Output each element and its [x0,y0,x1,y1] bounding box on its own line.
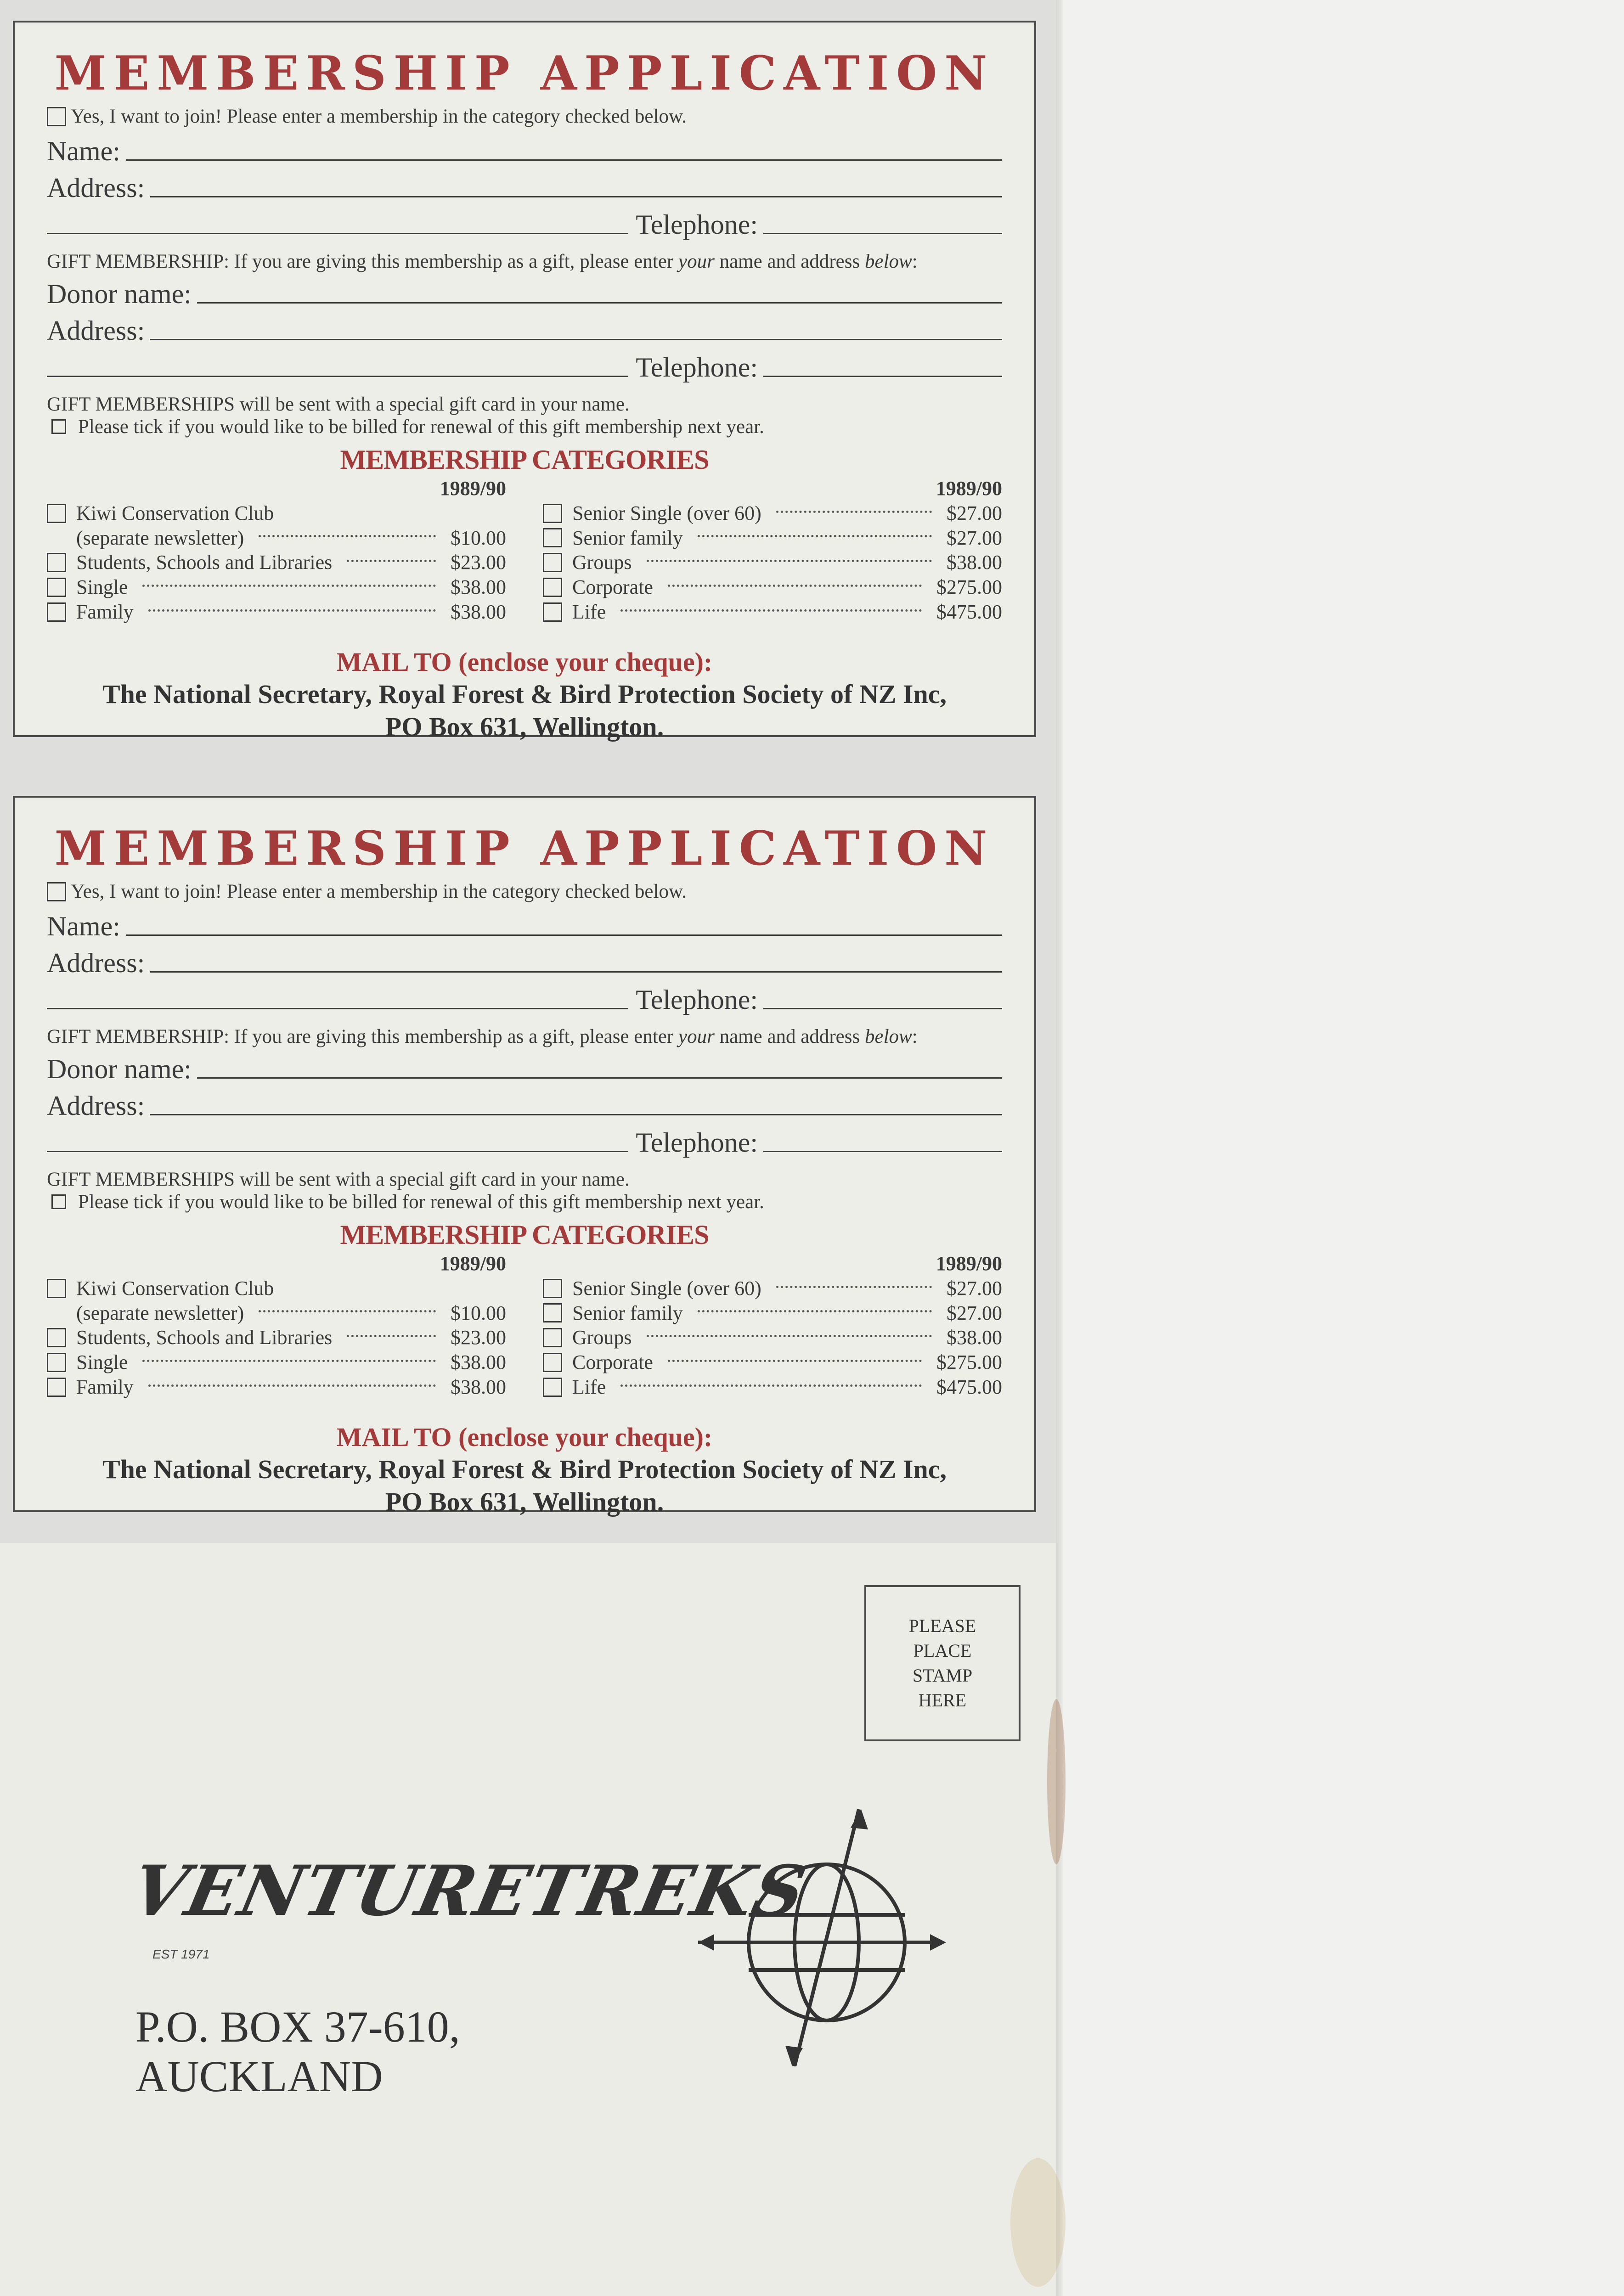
leader-dots [142,1357,436,1362]
address-row [47,942,1002,979]
renewal-checkbox[interactable] [51,1194,66,1209]
gift-membership-note [47,251,1002,273]
category-item-sub [47,1301,506,1326]
categories-title: MEMBERSHIP CATEGORIES [340,1220,709,1250]
gift-text-part: GIFT MEMBERSHIP: If you are giving this membership as a gift, please enter [47,251,678,273]
renewal-row [47,1191,1002,1213]
gift-text-emphasis: below [865,1026,912,1048]
categories-left-column [47,1252,506,1399]
mail-address-line-1: The National Secretary, Royal Forest & Bird Protection Society of NZ Inc, [102,1454,947,1484]
telephone-field[interactable] [763,989,1002,1009]
donor-address-label: Address: [47,315,145,346]
donor-name-row [47,273,1002,310]
category-name: Senior Single (over 60) [572,501,761,524]
leader-dots [620,607,922,612]
category-item [543,1350,1002,1375]
leader-dots [647,557,932,562]
category-checkbox[interactable] [543,602,562,622]
year-label: 1989/90 [440,1252,506,1275]
category-name: Family [76,600,134,623]
category-name: Senior Single (over 60) [572,1277,761,1300]
category-price: $275.00 [936,576,1002,598]
category-item [47,1375,506,1400]
name-row [47,906,1002,942]
category-item [47,575,506,600]
mail-address-line-2: PO Box 631, Wellington. [385,711,664,742]
category-price: $23.00 [451,1326,506,1349]
address-field[interactable] [150,952,1002,973]
stamp-text-line: PLACE [913,1640,972,1661]
category-name: Senior family [572,1301,683,1324]
join-row [47,880,1002,903]
renewal-text: Please tick if you would like to be billed for renewal of this gift membership next year. [78,416,764,438]
form-title: MEMBERSHIP APPLICATION [54,46,995,101]
category-subtext: (separate newsletter) [76,526,244,549]
year-label: 1989/90 [440,477,506,500]
category-item [543,1301,1002,1326]
category-item [543,1276,1002,1301]
category-checkbox[interactable] [543,578,562,597]
category-item [47,1350,506,1375]
category-checkbox[interactable] [47,1279,66,1298]
mail-to-heading: MAIL TO (enclose your cheque): [336,1422,713,1452]
gift-card-note: GIFT MEMBERSHIPS will be sent with a special gift card in your name. [47,393,630,415]
categories-list [47,477,1002,624]
renewal-text: Please tick if you would like to be billed for renewal of this gift membership next year. [78,1191,764,1213]
gift-text-part: name and address [714,251,865,273]
categories-right-column [543,477,1002,624]
category-checkbox[interactable] [47,602,66,622]
donor-name-row [47,1048,1002,1085]
category-name: Students, Schools and Libraries [76,1326,333,1349]
year-label: 1989/90 [936,1252,1002,1275]
donor-address-row [47,310,1002,347]
donor-address-field[interactable] [150,320,1002,340]
category-price: $38.00 [947,551,1002,574]
categories-list [47,1252,1002,1399]
categories-left-column [47,477,506,624]
gift-membership-note [47,1026,1002,1048]
donor-telephone-row [47,347,1002,383]
category-checkbox[interactable] [543,553,562,572]
leader-dots [647,1333,932,1337]
leader-dots [259,533,436,537]
gift-text-emphasis: your [678,251,715,273]
address-label: Address: [47,948,145,979]
mail-to-heading: MAIL TO (enclose your cheque): [336,647,713,677]
gift-text-emphasis: below [865,251,912,273]
category-price: $38.00 [451,600,506,623]
category-item [47,600,506,625]
join-row [47,105,1002,128]
donor-address-label: Address: [47,1090,145,1121]
category-item [47,1325,506,1350]
stamp-text-line: STAMP [912,1665,973,1686]
telephone-label: Telephone: [636,985,758,1015]
category-name: Family [76,1375,134,1398]
category-checkbox[interactable] [543,1378,562,1397]
gift-text-part: : [912,1026,918,1048]
gift-text-emphasis: your [678,1026,715,1048]
donor-telephone-row [47,1122,1002,1159]
category-name: Groups [572,551,632,574]
leader-dots [347,1333,436,1337]
leader-dots [259,1308,436,1312]
donor-telephone-label: Telephone: [636,1127,758,1158]
donor-address-field[interactable] [150,1095,1002,1115]
category-name: Single [76,1351,128,1373]
renewal-checkbox[interactable] [51,419,66,434]
category-checkbox[interactable] [543,528,562,547]
category-price: $23.00 [451,551,506,574]
donor-address-field-line-2[interactable] [47,357,628,377]
donor-name-field[interactable] [197,283,1002,304]
category-checkbox[interactable] [47,578,66,597]
name-row [47,130,1002,167]
categories-right-column [543,1252,1002,1399]
category-price: $475.00 [936,600,1002,623]
join-checkbox[interactable] [47,107,66,126]
category-name: Groups [572,1326,632,1349]
telephone-row [47,979,1002,1016]
join-checkbox[interactable] [47,882,66,901]
name-field[interactable] [126,916,1002,936]
gift-text-part: GIFT MEMBERSHIP: If you are giving this membership as a gift, please enter [47,1026,678,1048]
address-field[interactable] [150,177,1002,197]
category-price: $27.00 [947,1277,1002,1300]
leader-dots [668,582,922,587]
category-item [543,1325,1002,1350]
donor-name-label: Donor name: [47,278,192,309]
category-item [543,501,1002,526]
name-field[interactable] [126,141,1002,161]
category-price: $475.00 [936,1375,1002,1398]
donor-name-field[interactable] [197,1058,1002,1079]
stamp-text-line: HERE [918,1690,967,1711]
category-checkbox[interactable] [543,1353,562,1372]
telephone-row [47,204,1002,241]
address-field-line-2[interactable] [47,989,628,1009]
category-item [543,575,1002,600]
donor-name-label: Donor name: [47,1053,192,1084]
category-item [543,526,1002,551]
category-checkbox[interactable] [543,504,562,523]
category-checkbox[interactable] [47,1378,66,1397]
category-item-sub [47,526,506,551]
category-name: Senior family [572,526,683,549]
category-item [47,1276,506,1301]
gift-text-part: : [912,251,918,273]
category-price: $38.00 [947,1326,1002,1349]
membership-form-2 [13,796,1036,1517]
telephone-field[interactable] [763,214,1002,234]
category-name: Life [572,1375,606,1398]
category-item [543,600,1002,625]
donor-telephone-label: Telephone: [636,352,758,383]
leader-dots [776,1283,932,1288]
address-line-2: AUCKLAND [135,2051,383,2101]
leader-dots [347,557,436,562]
category-item [47,550,506,575]
renewal-row [47,416,1002,438]
stamp-box [864,1585,1021,1741]
telephone-label: Telephone: [636,209,758,240]
category-checkbox[interactable] [47,1353,66,1372]
membership-form-1 [13,21,1036,742]
category-checkbox[interactable] [47,504,66,523]
categories-title: MEMBERSHIP CATEGORIES [340,445,709,475]
address-field-line-2[interactable] [47,214,628,234]
category-price: $38.00 [451,576,506,598]
donor-address-row [47,1085,1002,1122]
paper-stain [1010,2158,1066,2287]
leader-dots [148,607,436,612]
leader-dots [698,533,932,537]
donor-address-field-line-2[interactable] [47,1132,628,1152]
gift-card-note: GIFT MEMBERSHIPS will be sent with a special gift card in your name. [47,1168,630,1190]
category-name: Corporate [572,576,653,598]
category-price: $27.00 [947,526,1002,549]
category-checkbox[interactable] [543,1328,562,1347]
mail-address-line-1: The National Secretary, Royal Forest & Bird Protection Society of NZ Inc, [102,679,947,709]
leader-dots [148,1382,436,1387]
category-price: $10.00 [451,526,506,549]
category-item [47,501,506,526]
address-line-1: P.O. BOX 37-610, [135,2002,460,2051]
category-subtext: (separate newsletter) [76,1301,244,1324]
logo-established: EST 1971 [152,1947,210,1961]
po-box-address [135,2002,460,2101]
paper-stain [1047,1699,1066,1864]
category-item [543,1375,1002,1400]
join-text: Yes, I want to join! Please enter a membership in the category checked below. [71,881,687,902]
category-price: $27.00 [947,1301,1002,1324]
category-name: Corporate [572,1351,653,1373]
category-item [543,550,1002,575]
gift-text-part: name and address [714,1026,865,1048]
category-price: $10.00 [451,1301,506,1324]
year-label: 1989/90 [936,477,1002,500]
leader-dots [142,582,436,587]
sheet-edge [1056,0,1063,2296]
join-text: Yes, I want to join! Please enter a membership in the category checked below. [71,106,687,127]
leader-dots [698,1308,932,1312]
category-name: Students, Schools and Libraries [76,551,333,574]
leader-dots [776,508,932,513]
form-title: MEMBERSHIP APPLICATION [54,821,995,876]
category-checkbox[interactable] [543,1279,562,1298]
category-price: $275.00 [936,1351,1002,1373]
name-label: Name: [47,136,120,167]
category-name: Life [572,600,606,623]
address-row [47,167,1002,204]
leader-dots [668,1357,922,1362]
category-checkbox[interactable] [543,1303,562,1322]
category-price: $38.00 [451,1351,506,1373]
donor-telephone-field[interactable] [763,1132,1002,1152]
logo-wordmark: VENTURETREKS [124,1851,814,1931]
globe-arrows-icon [698,1809,955,2066]
leader-dots [620,1382,922,1387]
category-name: Kiwi Conservation Club [76,1277,274,1300]
category-name: Kiwi Conservation Club [76,501,274,524]
category-name: Single [76,576,128,598]
stamp-text-line: PLEASE [908,1615,976,1636]
name-label: Name: [47,911,120,942]
address-label: Address: [47,173,145,203]
donor-telephone-field[interactable] [763,357,1002,377]
category-price: $27.00 [947,501,1002,524]
category-checkbox[interactable] [47,553,66,572]
category-checkbox[interactable] [47,1328,66,1347]
category-price: $38.00 [451,1375,506,1398]
mail-address-line-2: PO Box 631, Wellington. [385,1486,664,1517]
